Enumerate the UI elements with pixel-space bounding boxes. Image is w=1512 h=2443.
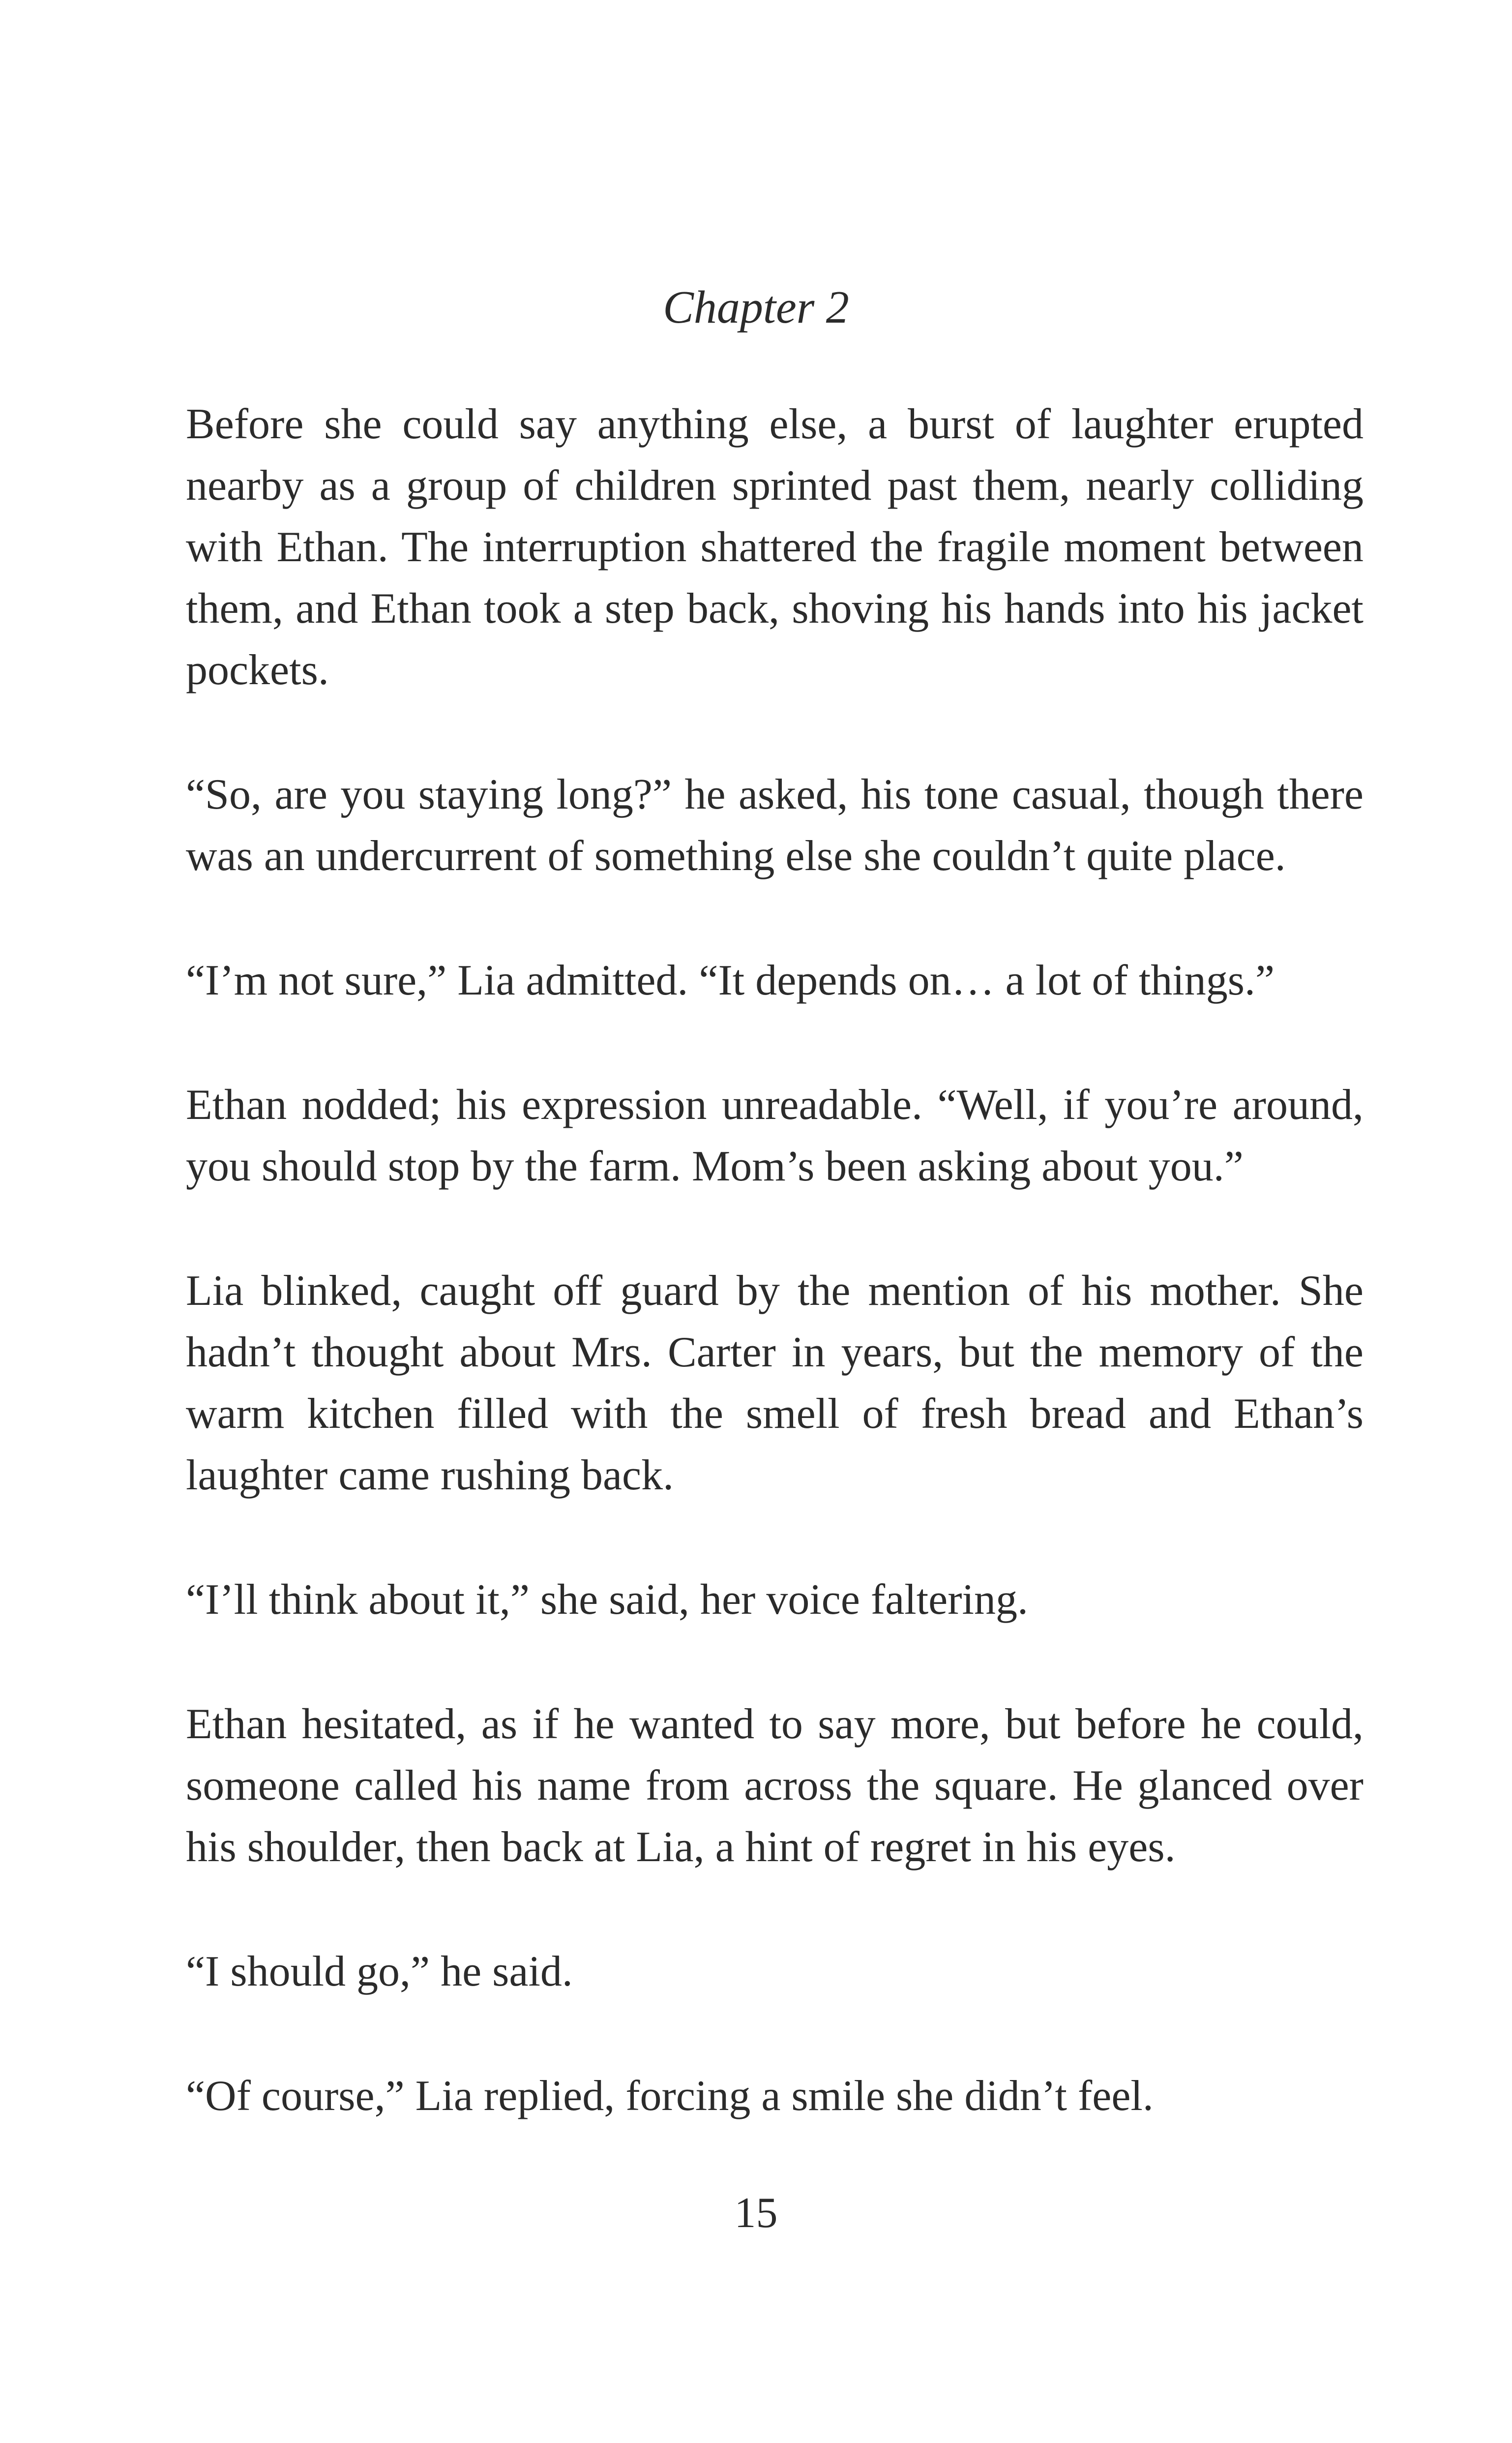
paragraph: Lia blinked, caught off guard by the mention of his mother. She hadn’t thought about Mrs. Carter in years, but the memory of the warm kitchen filled with the smell of fresh bread and Ethan’s laughter came rushing back. xyxy=(186,1267,1364,1499)
paragraph: Ethan hesitated, as if he wanted to say more, but before he could, someone called his name from across the square. He glanced over his shoulder, then back at Lia, a hint of regret in his eyes. xyxy=(186,1700,1364,1871)
paragraph: “I’m not sure,” Lia admitted. “It depends on… a lot of things.” xyxy=(186,957,1275,1004)
paragraph: “So, are you staying long?” he asked, his tone casual, though there was an undercurrent of something else she couldn’t quite place. xyxy=(186,771,1364,880)
paragraph: “I’ll think about it,” she said, her voice faltering. xyxy=(186,1576,1028,1624)
paragraph: Before she could say anything else, a burst of laughter erupted nearby as a group of children sprinted past them, nearly colliding with Ethan. The interruption shattered the fragile moment between them, and Ethan took a step back, shoving his hands into his jacket pockets. xyxy=(186,400,1364,694)
paragraph: “I should go,” he said. xyxy=(186,1948,573,1995)
chapter-title: Chapter 2 xyxy=(663,282,849,333)
page-number: 15 xyxy=(734,2189,778,2237)
paragraph: “Of course,” Lia replied, forcing a smile she didn’t feel. xyxy=(186,2072,1154,2120)
paragraph: Ethan nodded; his expression unreadable. “Well, if you’re around, you should stop by the farm. Mom’s been asking about you.” xyxy=(186,1081,1364,1190)
body-text xyxy=(186,393,1364,2190)
